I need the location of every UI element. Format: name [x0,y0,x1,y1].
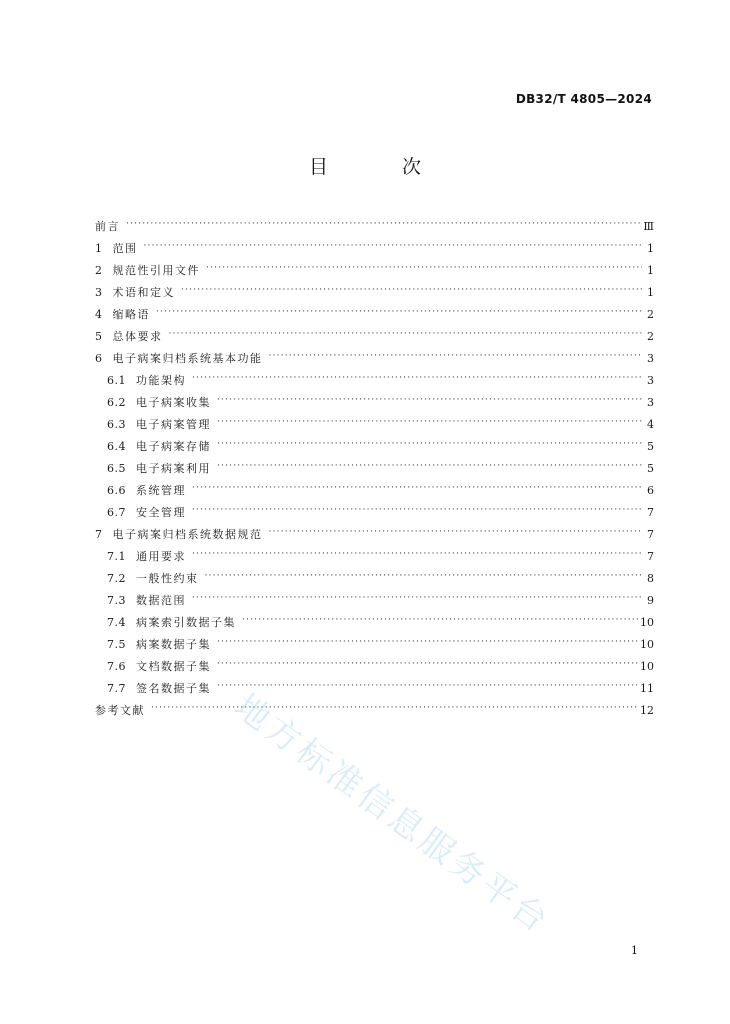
toc-entry[interactable] [95,586,654,608]
toc-entry-page: 3 [647,396,654,409]
toc-leader-dots [217,393,642,407]
toc-entry[interactable] [95,498,654,520]
toc-entry-title: 一般性约束 [136,572,199,585]
toc-entry-page: 3 [647,374,654,387]
toc-entry-title: 功能架构 [136,374,186,387]
toc-entry-page: 10 [640,638,654,651]
toc-entry-title: 参考文献 [95,704,145,717]
table-of-contents [95,212,654,718]
toc-entry-number: 7.5 [107,638,126,651]
toc-entry-title: 电子病案存储 [136,440,211,453]
toc-entry-page: 9 [647,594,654,607]
toc-entry-title: 数据范围 [136,594,186,607]
toc-leader-dots [217,679,638,693]
toc-entry-page: 2 [647,308,654,321]
toc-entry-title: 通用要求 [136,550,186,563]
toc-entry-title: 安全管理 [136,506,186,519]
toc-entry[interactable] [95,608,654,630]
toc-entry-page: 11 [640,682,654,695]
toc-entry[interactable] [95,366,654,388]
toc-entry[interactable] [95,674,654,696]
toc-entry-page: 7 [647,506,654,519]
toc-entry-number: 7.2 [107,572,126,585]
toc-entry[interactable] [95,234,654,256]
toc-entry[interactable] [95,300,654,322]
toc-entry-title: 规范性引用文件 [112,264,200,277]
toc-entry-title: 前言 [95,220,120,233]
toc-entry-number: 6.3 [107,418,126,431]
toc-entry-page: 1 [647,242,654,255]
toc-entry[interactable] [95,520,654,542]
toc-entry-number: 7.6 [107,660,126,673]
document-code: DB32/T 4805—2024 [515,92,652,106]
toc-entry-number: 7.7 [107,682,126,695]
toc-entry-title: 病案数据子集 [136,638,211,651]
toc-entry-page: 5 [647,462,654,475]
toc-leader-dots [192,547,642,561]
toc-entry[interactable] [95,322,654,344]
toc-entry-number: 6.2 [107,396,126,409]
toc-entry[interactable] [95,454,654,476]
toc-entry-number: 6.4 [107,440,126,453]
toc-entry[interactable] [95,432,654,454]
page-number: 1 [631,944,638,957]
toc-leader-dots [156,305,642,319]
toc-entry-number: 6 [95,352,103,365]
toc-leader-dots [269,525,643,539]
toc-leader-dots [151,701,638,715]
toc-entry-title: 缩略语 [112,308,150,321]
toc-leader-dots [192,371,642,385]
toc-entry-number: 7.3 [107,594,126,607]
toc-entry-title: 文档数据子集 [136,660,211,673]
toc-entry-page: 7 [647,550,654,563]
toc-entry-number: 2 [95,264,103,277]
toc-leader-dots [217,437,642,451]
toc-leader-dots [144,239,643,253]
toc-entry[interactable] [95,652,654,674]
toc-entry-number: 3 [95,286,103,299]
toc-entry-title: 电子病案归档系统数据规范 [112,528,263,541]
toc-entry-page: Ⅲ [643,220,654,233]
toc-entry-title: 电子病案管理 [136,418,211,431]
toc-entry-number: 7.4 [107,616,126,629]
toc-entry-number: 6.1 [107,374,126,387]
page-title: 目 次 [308,156,456,178]
toc-entry-page: 10 [640,616,654,629]
toc-entry-page: 6 [647,484,654,497]
toc-entry-page: 1 [647,264,654,277]
toc-entry-number: 4 [95,308,103,321]
toc-entry[interactable] [95,542,654,564]
toc-entry[interactable] [95,630,654,652]
toc-leader-dots [192,591,642,605]
toc-leader-dots [217,459,642,473]
toc-leader-dots [269,349,643,363]
toc-entry-title: 术语和定义 [112,286,175,299]
watermark: 地方标准信息服务平台 [226,686,558,943]
toc-leader-dots [169,327,643,341]
toc-entry-page: 5 [647,440,654,453]
toc-entry-title: 系统管理 [136,484,186,497]
toc-entry-title: 签名数据子集 [136,682,211,695]
toc-entry[interactable] [95,344,654,366]
toc-leader-dots [206,261,642,275]
toc-leader-dots [181,283,642,297]
toc-entry-page: 1 [647,286,654,299]
toc-entry-page: 4 [647,418,654,431]
toc-entry-title: 电子病案归档系统基本功能 [112,352,263,365]
toc-entry-number: 6.5 [107,462,126,475]
toc-entry[interactable] [95,212,654,234]
toc-entry-number: 7 [95,528,103,541]
toc-leader-dots [217,657,638,671]
toc-entry-number: 7.1 [107,550,126,563]
toc-entry-page: 10 [640,660,654,673]
toc-entry-page: 12 [640,704,654,717]
toc-entry-page: 7 [647,528,654,541]
toc-leader-dots [217,635,638,649]
toc-entry-page: 8 [647,572,654,585]
toc-leader-dots [192,503,642,517]
toc-entry[interactable] [95,696,654,718]
toc-entry[interactable] [95,388,654,410]
toc-leader-dots [205,569,643,583]
toc-entry-number: 1 [95,242,103,255]
toc-entry-title: 范围 [112,242,138,255]
toc-entry-title: 总体要求 [112,330,163,343]
toc-entry[interactable] [95,278,654,300]
toc-entry-title: 电子病案利用 [136,462,211,475]
toc-entry-number: 6.7 [107,506,126,519]
toc-entry[interactable] [95,476,654,498]
toc-leader-dots [126,217,641,231]
toc-entry-number: 6.6 [107,484,126,497]
toc-leader-dots [242,613,638,627]
toc-entry[interactable] [95,256,654,278]
toc-entry-title: 电子病案收集 [136,396,211,409]
toc-entry-number: 5 [95,330,103,343]
toc-leader-dots [192,481,642,495]
toc-entry[interactable] [95,410,654,432]
toc-leader-dots [217,415,642,429]
toc-entry[interactable] [95,564,654,586]
toc-entry-page: 3 [647,352,654,365]
toc-entry-title: 病案索引数据子集 [136,616,236,629]
toc-entry-page: 2 [647,330,654,343]
